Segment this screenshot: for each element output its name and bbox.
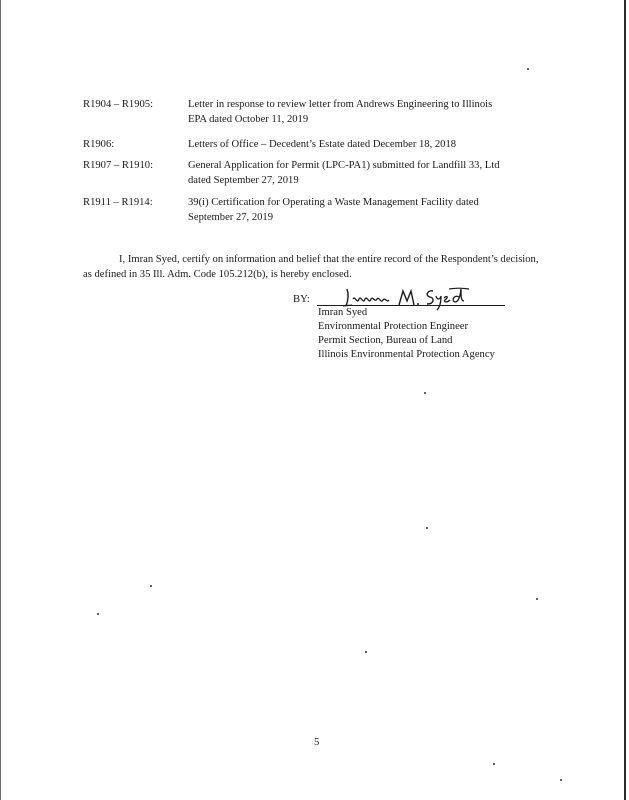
scan-speck (97, 613, 99, 615)
record-description-line: EPA dated October 11, 2019 (188, 114, 309, 125)
scan-speck (536, 598, 538, 600)
record-range: R1906: (83, 139, 115, 150)
record-description-line: dated September 27, 2019 (188, 175, 299, 186)
record-description-line: September 27, 2019 (188, 212, 274, 223)
record-description-line: General Application for Permit (LPC-PA1) submitted for Landfill 33, Ltd (188, 160, 500, 171)
signer-title: Environmental Protection Engineer (318, 321, 469, 332)
record-description-line: 39(i) Certification for Operating a Waste Management Facility dated (188, 197, 479, 208)
record-description-line: Letter in response to review letter from Andrews Engineering to Illinois (188, 99, 493, 110)
record-description (188, 97, 538, 127)
record-range: R1911 – R1914: (83, 197, 153, 208)
signer-agency: Illinois Environmental Protection Agency (318, 349, 495, 360)
record-description (188, 137, 538, 152)
signer-name: Imran Syed (318, 307, 368, 318)
scan-edge-left (0, 0, 1, 800)
scan-edge-right (624, 0, 626, 800)
scan-speck (560, 779, 562, 781)
scan-speck (527, 68, 529, 70)
record-description-line: Letters of Office – Decedent’s Estate dated December 18, 2018 (188, 139, 457, 150)
certification-paragraph: I, Imran Syed, certify on information and belief that the entire record of the Respondent’s decision, as defined in 35 Ill. Adm. Code 105.212(b), is hereby enclosed. (83, 254, 539, 280)
record-description (188, 195, 538, 225)
scan-speck (150, 585, 152, 587)
scan-speck (426, 527, 428, 529)
record-description (188, 158, 538, 188)
page-number: 5 (314, 737, 320, 748)
signature-block (293, 285, 553, 360)
scan-speck (365, 651, 367, 653)
signer-details (318, 306, 495, 362)
record-range: R1904 – R1905: (83, 99, 154, 110)
signature-row (293, 285, 553, 307)
scan-speck (424, 392, 426, 394)
record-range: R1907 – R1910: (83, 160, 154, 171)
signer-section: Permit Section, Bureau of Land (318, 335, 453, 346)
scan-speck (493, 763, 495, 765)
by-label: BY: (293, 294, 310, 305)
